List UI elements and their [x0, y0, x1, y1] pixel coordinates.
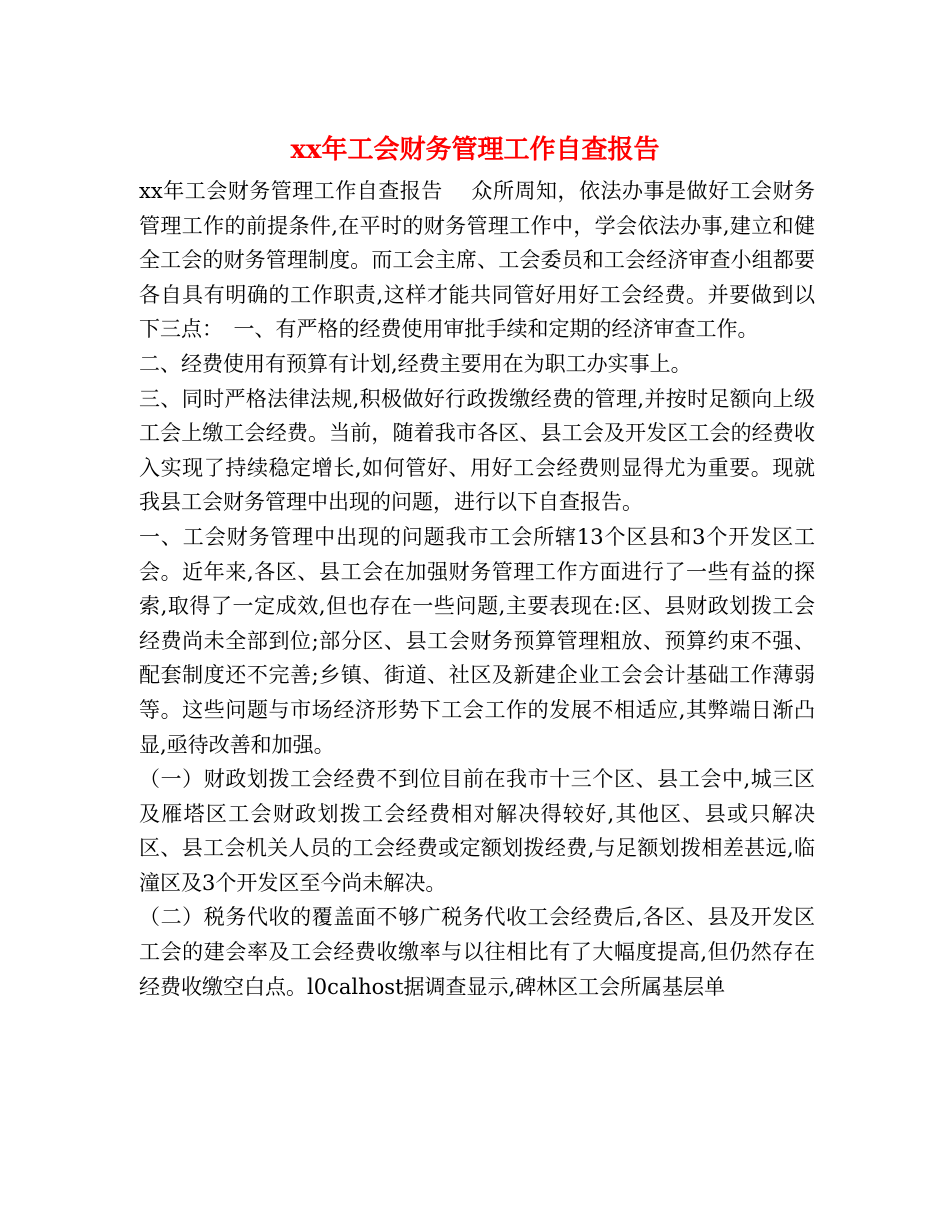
- document-body: [139, 174, 815, 1004]
- paragraph-subsection-two: （二）税务代收的覆盖面不够广税务代收工会经费后,各区、县及开发区工会的建会率及工会经费收缴率与以往相比有了大幅度提高,但仍然存在经费收缴空白点。l0calhost据调查显示,碑林区工会所属基层单: [139, 905, 815, 999]
- paragraph-point-two: 二、经费使用有预算有计划,经费主要用在为职工办实事上。: [139, 351, 692, 376]
- paragraph-subsection-one: （一）财政划拨工会经费不到位目前在我市十三个区、县工会中,城三区及雁塔区工会财政划拨工会经费相对解决得较好,其他区、县或只解决区、县工会机关人员的工会经费或定额划拨经费,与足额划拨相差甚远,临潼区及3个开发区至今尚未解决。: [139, 767, 815, 895]
- document-title: xx年工会财务管理工作自查报告: [290, 135, 660, 165]
- paragraph-section-one: 一、工会财务管理中出现的问题我市工会所辖13个区县和3个开发区工会。近年来,各区、县工会在加强财务管理工作方面进行了一些有益的探索,取得了一定成效,但也存在一些问题,主要表现在:区、县财政划拨工会经费尚未全部到位;部分区、县工会财务预算管理粗放、预算约束不强、配套制度还不完善;乡镇、街道、社区及新建企业工会会计基础工作薄弱等。这些问题与市场经济形势下工会工作的发展不相适应,其弊端日渐凸显,亟待改善和加强。: [139, 524, 815, 757]
- paragraph-intro: xx年工会财务管理工作自查报告 众所周知，依法办事是做好工会财务管理工作的前提条件,在平时的财务管理工作中，学会依法办事,建立和健全工会的财务管理制度。而工会主席、工会委员和工会经济审查小组都要各自具有明确的工作职责,这样才能共同管好用好工会经费。并要做到以下三点： 一、有严格的经费使用审批手续和定期的经济审查工作。: [139, 179, 815, 342]
- paragraph-point-three: 三、同时严格法律法规,积极做好行政拨缴经费的管理,并按时足额向上级工会上缴工会经费。当前，随着我市各区、县工会及开发区工会的经费收入实现了持续稳定增长,如何管好、用好工会经费则显得尤为重要。现就我县工会财务管理中出现的问题，进行以下自查报告。: [139, 386, 815, 515]
